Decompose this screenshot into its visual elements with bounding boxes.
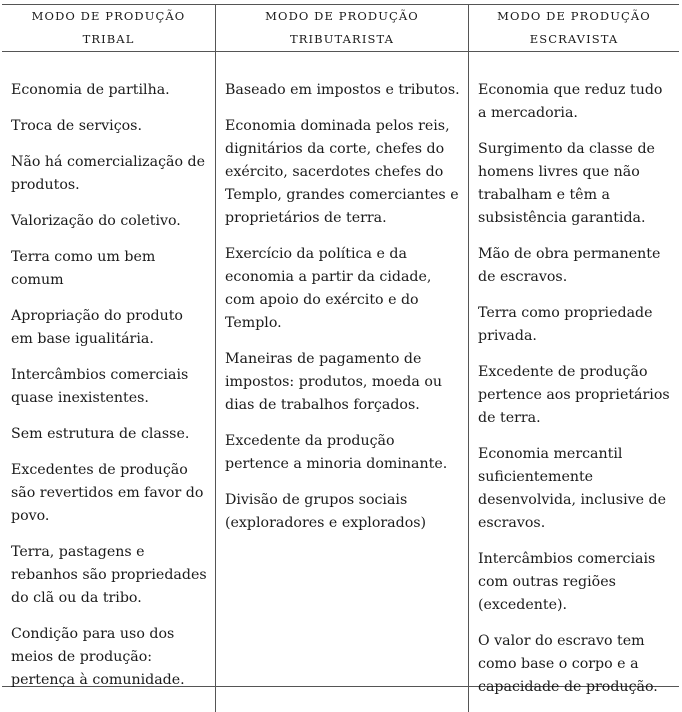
body-row <box>2 52 679 712</box>
list-item: Economia de partilha. <box>11 82 170 98</box>
list-item: Excedente da produção pertence a minoria dominante. <box>225 433 448 472</box>
list-item: Terra como um bem comum <box>11 249 156 288</box>
list-item: Surgimento da classe de homens livres que não trabalham e têm a subsistência garantida. <box>478 141 655 226</box>
list-item: Sem estrutura de classe. <box>11 426 190 442</box>
header-row <box>2 5 679 52</box>
list-item: Excedente de produção pertence aos proprietários de terra. <box>478 364 670 426</box>
list-item: Terra, pastagens e rebanhos são propriedades do clã ou da tribo. <box>11 544 207 606</box>
column-tributarista <box>215 52 468 712</box>
production-modes-table <box>2 4 679 695</box>
list-item: Excedentes de produção são revertidos em favor do povo. <box>11 462 204 524</box>
list-item: Condição para uso dos meios de produção: pertença à comunidade. <box>11 626 185 688</box>
list-item: Divisão de grupos sociais (exploradores e explorados) <box>225 492 427 531</box>
list-item: Valorização do coletivo. <box>11 213 181 229</box>
header-escravista <box>468 5 679 51</box>
list-item: Baseado em impostos e tributos. <box>225 82 460 98</box>
header-line: MODO DE PRODUÇÃO <box>31 9 186 23</box>
header-line: MODO DE PRODUÇÃO <box>497 9 651 23</box>
header-tribal <box>2 5 215 51</box>
list-item: Economia que reduz tudo a mercadoria. <box>478 82 663 121</box>
column-escravista <box>468 52 679 712</box>
list-item: Não há comercialização de produtos. <box>11 154 206 193</box>
header-line: TRIBUTARISTA <box>290 32 394 46</box>
header-line: MODO DE PRODUÇÃO <box>265 9 419 23</box>
list-item: Mão de obra permanente de escravos. <box>478 246 661 285</box>
list-item: Terra como propriedade privada. <box>478 305 653 344</box>
list-item: Economia mercantil suficientemente desenvolvida, inclusive de escravos. <box>478 446 667 531</box>
list-item: Apropriação do produto em base igualitária. <box>11 308 183 347</box>
list-item: Troca de serviços. <box>11 118 142 134</box>
list-item: O valor do escravo tem como base o corpo e a capacidade de produção. <box>478 633 658 695</box>
list-item: Intercâmbios comerciais com outras regiões (excedente). <box>478 551 656 613</box>
list-item: Intercâmbios comerciais quase inexistentes. <box>11 367 189 406</box>
header-line: ESCRAVISTA <box>529 32 619 46</box>
header-line: TRIBAL <box>82 32 135 46</box>
list-item: Exercício da política e da economia a partir da cidade, com apoio do exército e do Templo. <box>225 246 432 331</box>
header-tributarista <box>215 5 468 51</box>
column-tribal <box>2 52 215 712</box>
list-item: Economia dominada pelos reis, dignitários da corte, chefes do exército, sacerdotes chefes do Templo, grandes comerciantes e proprietários de terra. <box>225 118 459 226</box>
list-item: Maneiras de pagamento de impostos: produtos, moeda ou dias de trabalhos forçados. <box>225 351 442 413</box>
